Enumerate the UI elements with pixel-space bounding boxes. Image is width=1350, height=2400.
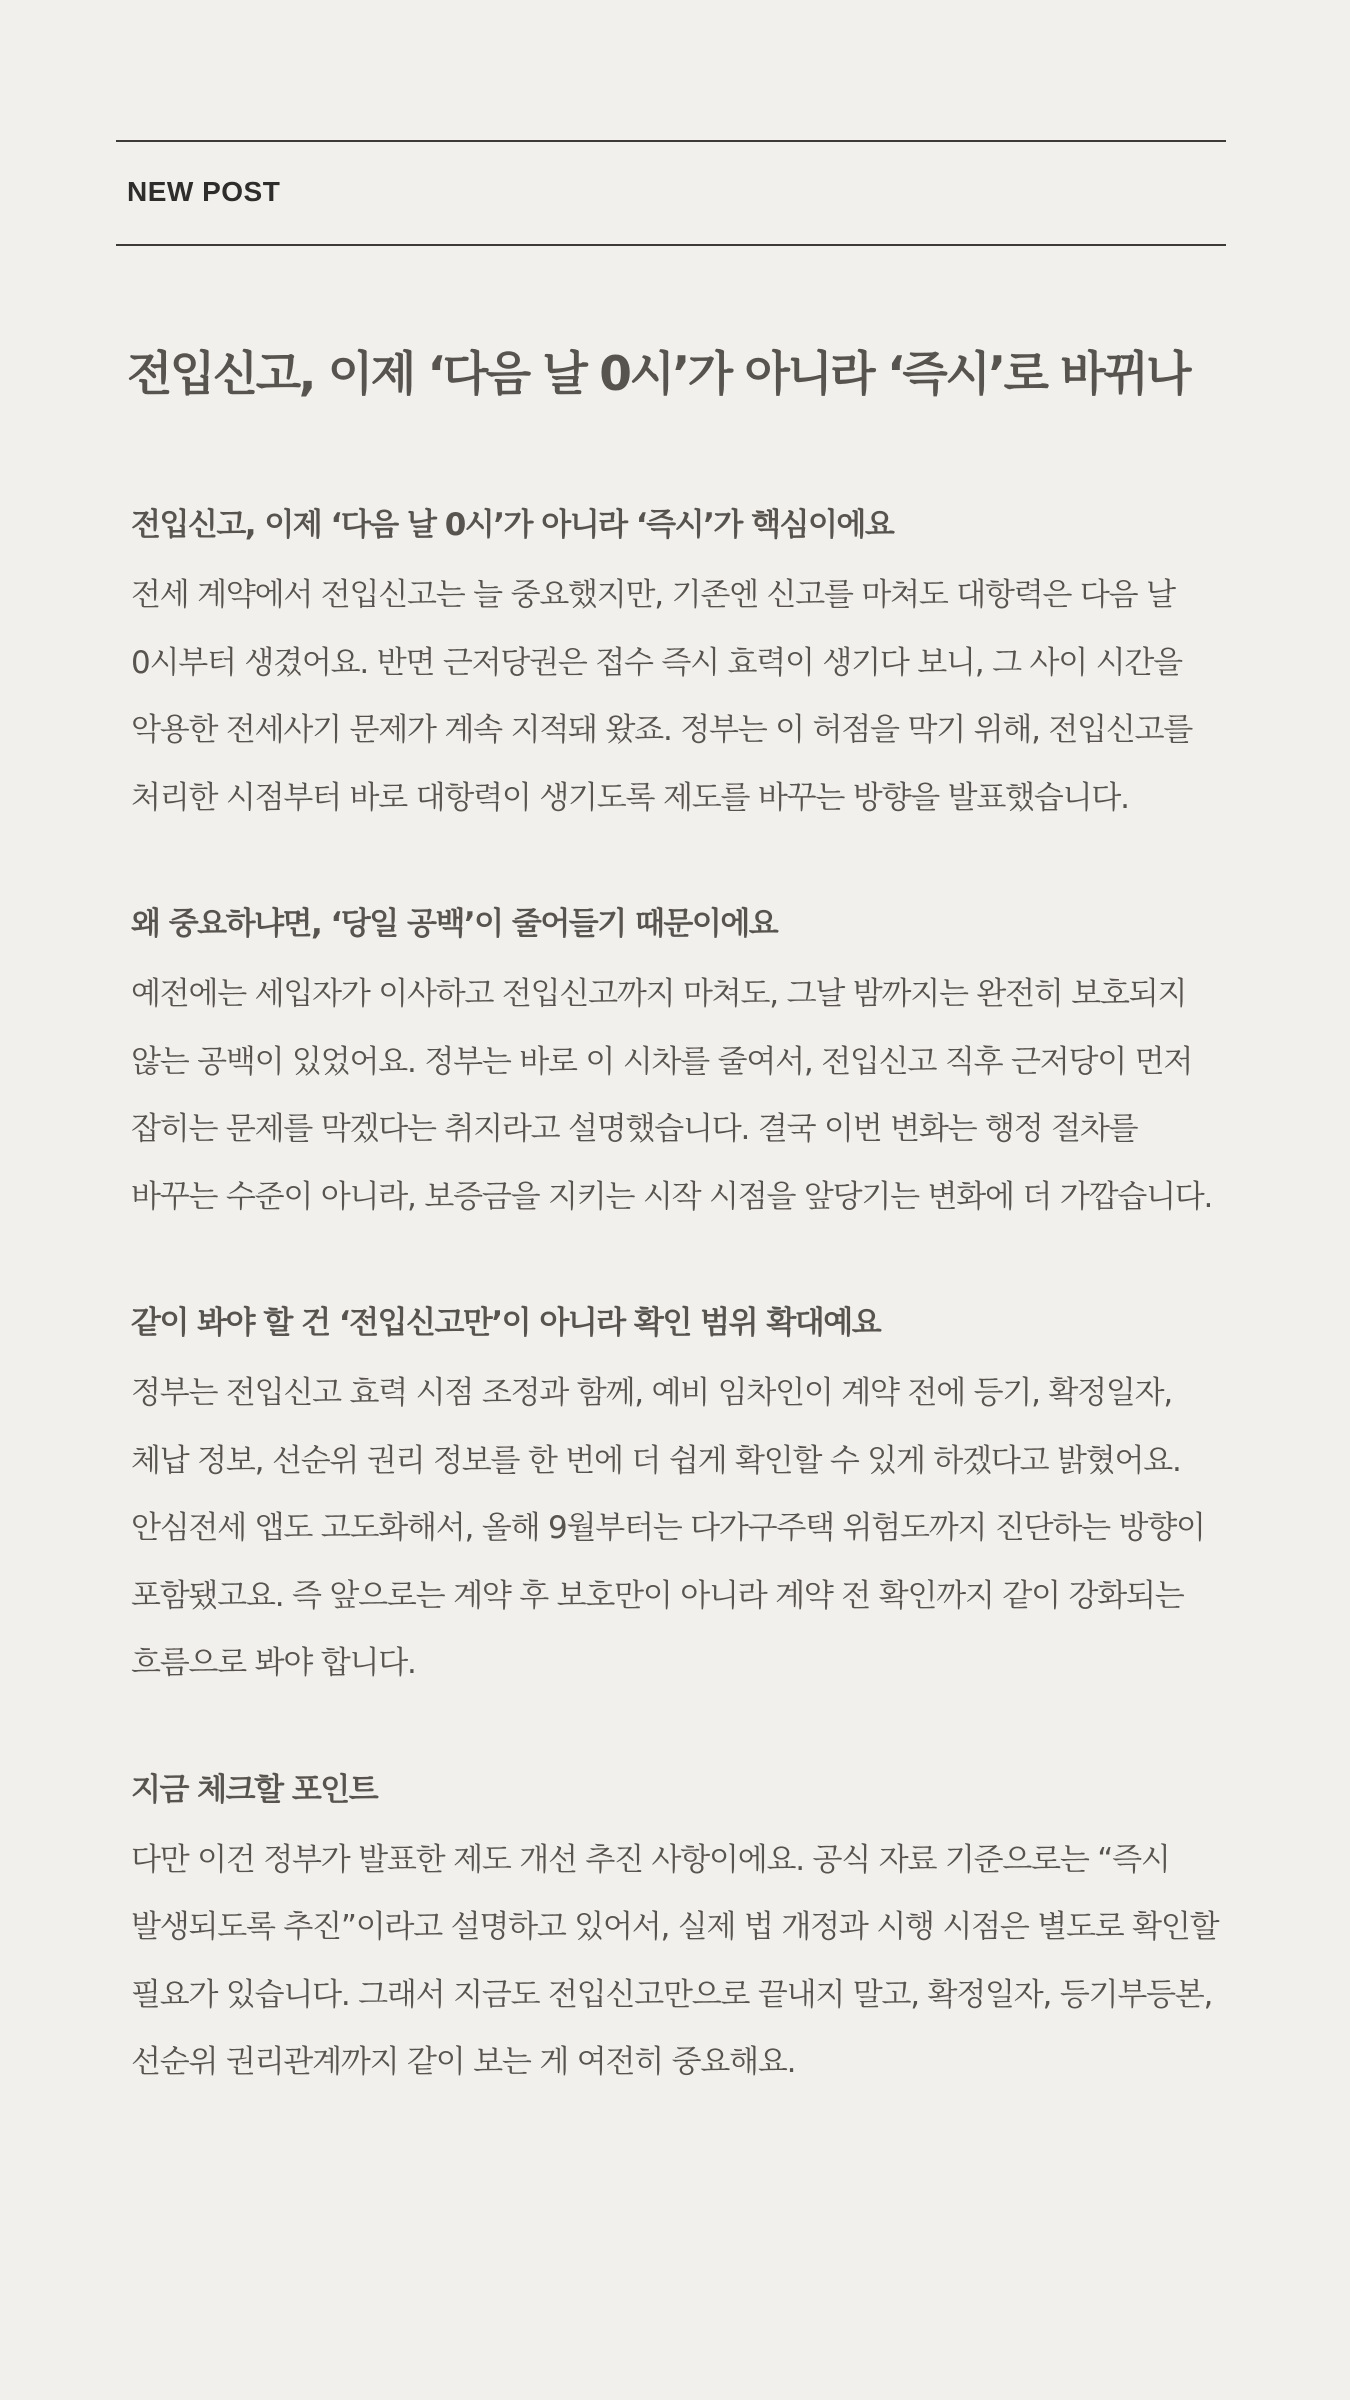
section-paragraph: 다만 이건 정부가 발표한 제도 개선 추진 사항이에요. 공식 자료 기준으로는 “즉시 발생되도록 추진”이라고 설명하고 있어서, 실제 법 개정과 시행 시점은 별도로 확인할 필요가 있습니다. 그래서 지금도 전입신고만으로 끝내지 말고, 확정일자, 등기부등본, 선순위 권리관계까지 같이 보는 게 여전히 중요해요. xyxy=(131,1841,1219,2080)
section-immediate-effect xyxy=(131,492,1231,832)
section-paragraph: 정부는 전입신고 효력 시점 조정과 함께, 예비 임차인이 계약 전에 등기, 확정일자, 체납 정보, 선순위 권리 정보를 한 번에 더 쉽게 확인할 수 있게 하겠다고 밝혔어요. 안심전세 앱도 고도화해서, 올해 9월부터는 다가구주택 위험도까지 진단하는 방향이 포함됐고요. 즉 앞으로는 계약 후 보호만이 아니라 계약 전 확인까지 같이 강화되는 흐름으로 봐야 합니다. xyxy=(131,1375,1205,1681)
section-why-important xyxy=(131,891,1231,1231)
section-heading: 전입신고, 이제 ‘다음 날 0시’가 아니라 ‘즉시’가 핵심이에요 xyxy=(131,507,894,543)
top-divider xyxy=(116,140,1226,142)
section-paragraph: 전세 계약에서 전입신고는 늘 중요했지만, 기존엔 신고를 마쳐도 대항력은 다음 날 0시부터 생겼어요. 반면 근저당권은 접수 즉시 효력이 생기다 보니, 그 사이 시간을 악용한 전세사기 문제가 계속 지적돼 왔죠. 정부는 이 허점을 막기 위해, 전입신고를 처리한 시점부터 바로 대항력이 생기도록 제도를 바꾸는 방향을 발표했습니다. xyxy=(131,577,1193,816)
section-verification-scope xyxy=(131,1290,1231,1698)
section-heading: 지금 체크할 포인트 xyxy=(131,1771,378,1808)
section-checkpoints xyxy=(131,1757,1231,2097)
section-paragraph: 예전에는 세입자가 이사하고 전입신고까지 마쳐도, 그날 밤까지는 완전히 보호되지 않는 공백이 있었어요. 정부는 바로 이 시차를 줄여서, 전입신고 직후 근저당이 먼저 잡히는 문제를 막겠다는 취지라고 설명했습니다. 결국 이번 변화는 행정 절차를 바꾸는 수준이 아니라, 보증금을 지키는 시작 시점을 앞당기는 변화에 더 가깝습니다. xyxy=(131,976,1213,1215)
post-label: NEW POST xyxy=(127,176,281,207)
bottom-divider xyxy=(116,244,1226,246)
post-body xyxy=(131,492,1231,2156)
section-heading: 같이 봐야 할 건 ‘전입신고만’이 아니라 확인 범위 확대예요 xyxy=(131,1305,881,1341)
section-heading: 왜 중요하냐면, ‘당일 공백’이 줄어들기 때문이에요 xyxy=(131,906,778,942)
post-title: 전입신고, 이제 ‘다음 날 0시’가 아니라 ‘즉시’로 바뀌나 xyxy=(127,347,1190,402)
